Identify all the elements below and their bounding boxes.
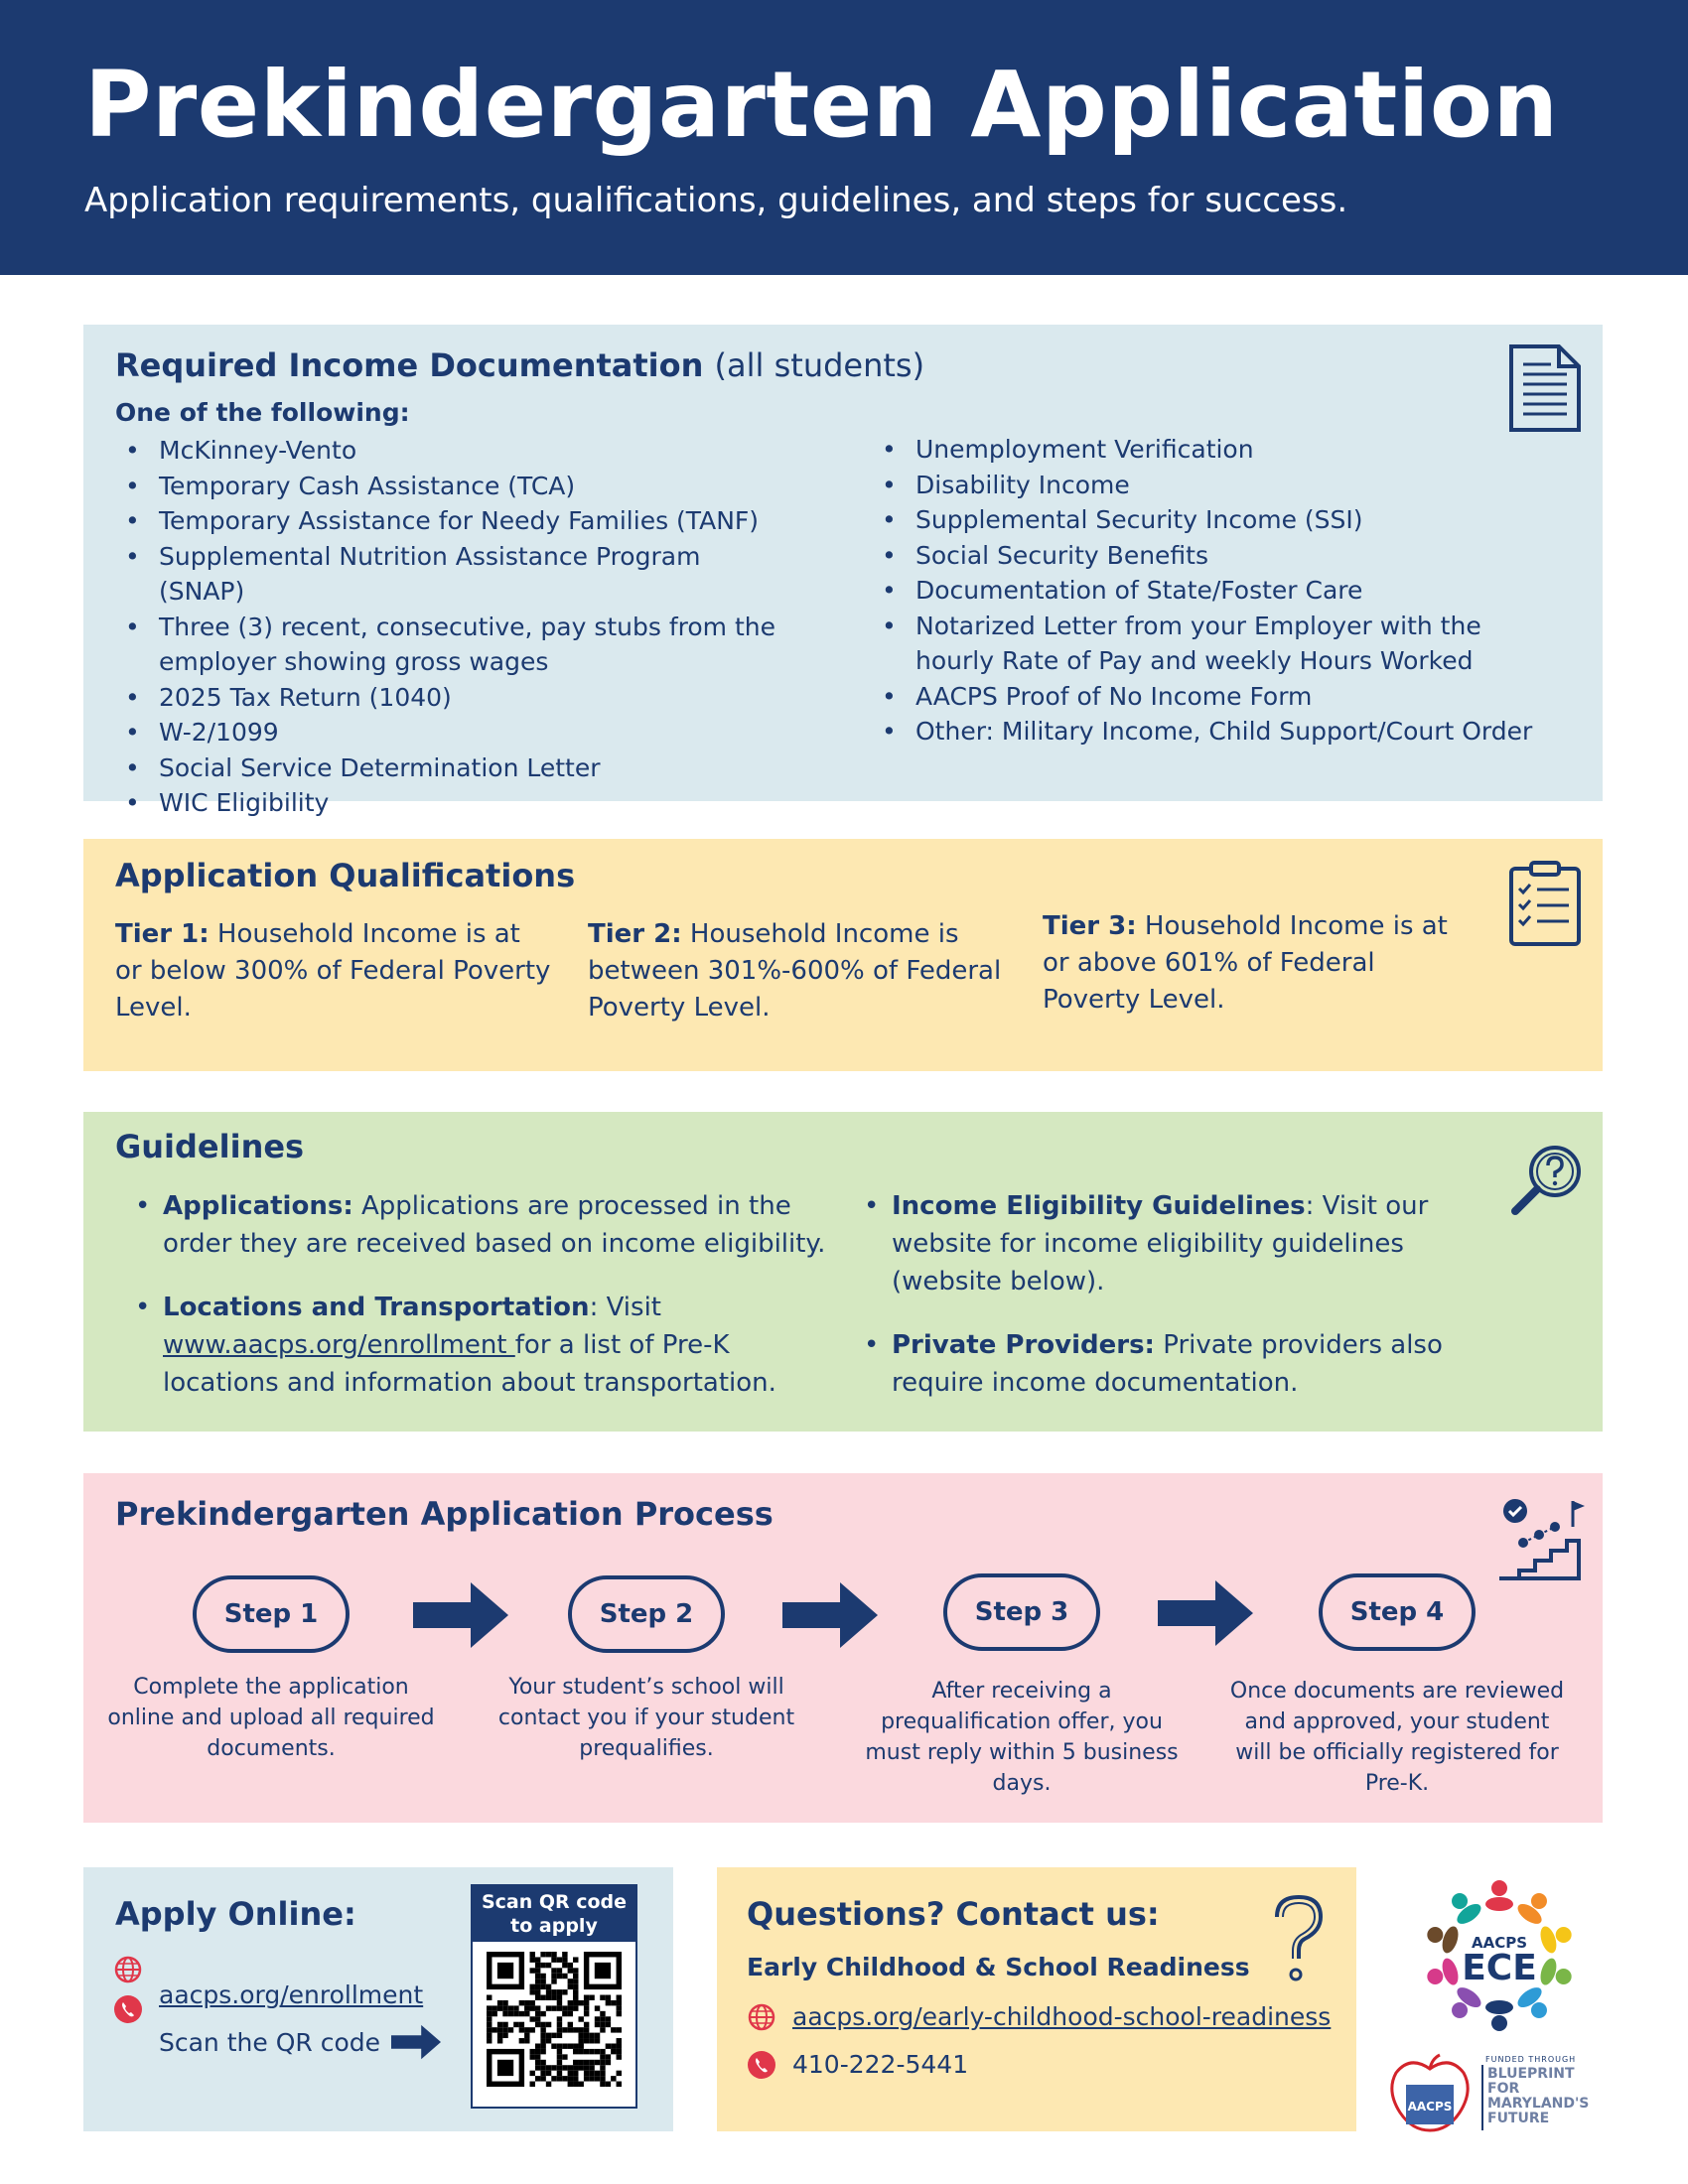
income-documentation-panel [83,325,1603,817]
income-doc-item: • Notarized Letter from your Employer with the hourly Rate of Pay and weekly Hours Worked [872,609,1567,679]
phone-icon [113,1994,143,2024]
guideline-applications: • Applications: Applications are processed in the order they are received based on income eligibility. [127,1187,842,1263]
step-1-pill: Step 1 [193,1575,350,1653]
guidelines-list-right [856,1187,1521,1428]
income-doc-item: • Temporary Cash Assistance (TCA) [115,469,790,504]
blueprint-funded-text: FUNDED THROUGH [1485,2055,1577,2064]
contact-website-link[interactable]: aacps.org/early-childhood-school-readiness [792,2002,1332,2031]
magnifier-question-icon [1507,1142,1587,1221]
income-doc-item: • McKinney-Vento [115,433,790,469]
income-doc-item: • Supplemental Security Income (SSI) [872,502,1567,538]
arrow-right-icon [782,1582,878,1648]
process-heading: Prekindergarten Application Process [115,1495,774,1533]
qr-code-card[interactable] [471,1884,637,2109]
income-doc-item: • WIC Eligibility [115,785,790,821]
globe-icon [113,1955,143,1984]
contact-department: Early Childhood & School Readiness [747,1953,1250,1981]
step-2-pill: Step 2 [568,1575,725,1653]
aacps-ece-logo [1410,1870,1589,2039]
page-title: Prekindergarten Application [84,52,1559,158]
income-doc-item: • Three (3) recent, consecutive, pay stubs from the employer showing gross wages [115,610,790,680]
ece-logo-main-text: ECE [1462,1948,1537,1988]
income-doc-item: • Temporary Assistance for Needy Families (TANF) [115,503,790,539]
enrollment-link[interactable]: www.aacps.org/enrollment [163,1330,515,1360]
income-doc-item: • W-2/1099 [115,715,790,751]
tier-1-text: Tier 1: Household Income is at or below 300% of Federal Poverty Level. [115,919,551,1023]
scan-qr-text: Scan the QR code [159,2028,380,2057]
page-subtitle: Application requirements, qualifications, guidelines, and steps for success. [84,181,1348,220]
contact-heading: Questions? Contact us: [747,1895,1160,1933]
qr-label: Scan QR code to apply [473,1886,635,1942]
income-doc-item: • AACPS Proof of No Income Form [872,679,1567,715]
tier-2-text: Tier 2: Household Income is between 301%-600% of Federal Poverty Level. [588,919,1002,1023]
income-list-left [115,433,790,821]
contact-phone[interactable]: 410-222-5441 [792,2050,969,2079]
income-doc-item: • Unemployment Verification [872,432,1567,468]
income-doc-item: • Documentation of State/Foster Care [872,573,1567,609]
guideline-private-providers: • Private Providers: Private providers also require income documentation. [856,1326,1521,1402]
svg-text:AACPS: AACPS [1407,2100,1453,2114]
step-1-description: Complete the application online and upload all required documents. [107,1675,435,1761]
contact-panel [717,1867,1356,2131]
aacps-apple-seal-icon [1390,2051,1470,2134]
blueprint-wordmark: BLUEPRINT FOR MARYLAND'S FUTURE [1487,2066,1590,2126]
income-doc-item: • 2025 Tax Return (1040) [115,680,790,716]
guidelines-list-left [127,1187,842,1428]
qr-code[interactable] [487,1952,622,2087]
income-doc-item: • Social Service Determination Letter [115,751,790,786]
guidelines-heading: Guidelines [115,1128,305,1165]
income-heading: Required Income Documentation (all students) [115,346,925,384]
income-list-right [872,432,1567,750]
step-3-pill: Step 3 [943,1573,1100,1651]
step-4-pill: Step 4 [1319,1573,1476,1651]
stairs-goal-icon [1493,1493,1589,1588]
header-banner [0,0,1688,275]
step-2-description: Your student’s school will contact you if your student prequalifies. [497,1675,795,1761]
arrow-right-icon [1158,1580,1253,1646]
arrow-right-icon [413,1582,508,1648]
qualifications-panel [83,839,1603,1071]
apply-enrollment-link[interactable]: aacps.org/enrollment [159,1980,424,2009]
question-mark-icon [1269,1893,1329,1984]
income-doc-item: • Disability Income [872,468,1567,503]
guidelines-panel [83,1112,1603,1432]
income-doc-item: • Supplemental Nutrition Assistance Program (SNAP) [115,539,790,610]
step-4-description: Once documents are reviewed and approved, your student will be officially registered for Pre-K. [1229,1679,1565,1796]
clipboard-checklist-icon [1507,861,1583,948]
income-doc-item: • Other: Military Income, Child Support/Court Order [872,714,1567,750]
arrow-right-icon [391,2024,441,2060]
phone-icon [747,2050,776,2080]
globe-icon [747,2002,776,2032]
process-panel [83,1473,1603,1823]
qualifications-heading: Application Qualifications [115,857,576,894]
step-3-description: After receiving a prequalification offer, you must reply within 5 business days. [865,1679,1179,1796]
guideline-locations: • Locations and Transportation: Visit www.aacps.org/enrollment for a list of Pre-K locations and information about transportation. [127,1289,842,1402]
income-lead: One of the following: [115,398,410,427]
ece-logo-top-text: AACPS [1471,1934,1528,1952]
blueprint-divider [1481,2065,1483,2130]
guideline-income-eligibility: • Income Eligibility Guidelines: Visit our website for income eligibility guidelines (website below). [856,1187,1521,1300]
apply-heading: Apply Online: [115,1895,356,1933]
income-doc-item: • Social Security Benefits [872,538,1567,574]
blueprint-logo [1390,2051,1601,2134]
document-icon [1507,342,1583,434]
tier-3-text: Tier 3: Household Income is at or above 601% of Federal Poverty Level. [1043,911,1448,1015]
